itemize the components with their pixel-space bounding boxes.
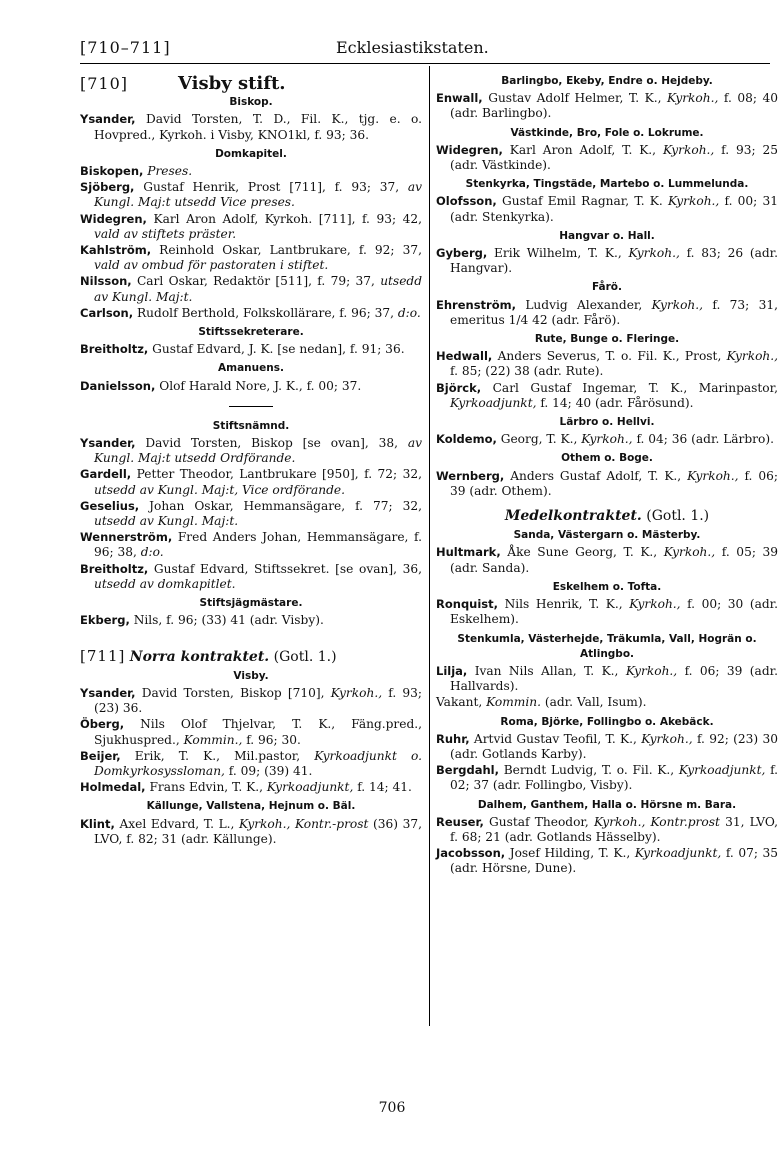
entry-name: Jacobsson, [436, 846, 506, 861]
entry-title: Kyrkoh., [330, 685, 383, 700]
entry-title: Kommin. [486, 695, 541, 710]
section-title: Visby stift. [178, 73, 286, 94]
entry-details: Åke Sune Georg, T. K., [507, 545, 658, 560]
parish-heading: Domkapitel. [215, 147, 287, 160]
entry-title: Kyrkoh., [662, 142, 715, 157]
entry-title: d:o. [397, 305, 421, 320]
entry-dates: f. 14; 41. [357, 780, 412, 795]
clergy-entry [436, 763, 778, 793]
clergy-entry [80, 467, 422, 497]
entry-details: Gustav Adolf Helmer, T. K., [488, 91, 662, 106]
entry-title: Kyrkoadjunkt o. Domkyrkosyssloman, [94, 748, 423, 778]
clergy-entry [80, 112, 422, 142]
entry-details: Reinhold Oskar, Lantbrukare, f. 92; 37, [159, 243, 422, 258]
entry-details: Anders Severus, T. o. Fil. K., Prost, [497, 349, 722, 364]
entry-name: Enwall, [436, 91, 483, 106]
entry-dates: f. 00; 30 (adr. Eskelhem). [450, 597, 778, 627]
entry-dates: f. 06; 39 (adr. Othem). [450, 468, 779, 498]
entry-dates: f. 06; 39 (adr. Hallvards). [450, 663, 778, 694]
clergy-entry [436, 695, 778, 710]
clergy-entry [436, 432, 778, 447]
entry-title: av Kungl. Maj:t utsedd Ordförande. [94, 436, 423, 466]
entry-name: Olofsson, [436, 194, 497, 209]
entry-title: Kyrkoh., [651, 297, 704, 312]
clergy-entry [436, 846, 778, 876]
entry-name: Breitholtz, [80, 561, 149, 576]
entry-title: Kyrkoadjunkt, [266, 780, 354, 795]
entry-details: Erik Wilhelm, T. K., [493, 246, 622, 261]
clergy-entry [80, 342, 422, 357]
section-number: [710] [80, 74, 129, 93]
entry-name: Gardell, [80, 467, 132, 482]
clergy-entry [80, 164, 422, 179]
entry-dates: 31, LVO, f. 68; 21 (adr. Gotlands Hässelby). [450, 814, 779, 844]
entry-dates: (36) 37, LVO, f. 82; 31 (adr. Källunge). [94, 816, 423, 846]
entry-details: Berndt Ludvig, T. o. Fil. K., [503, 763, 675, 778]
entry-name: Wennerström, [80, 530, 173, 545]
entry-dates: f. 93; (23) 36. [94, 685, 422, 716]
parish-heading: Othem o. Boge. [561, 452, 653, 465]
entry-title: utsedd av Kungl. Maj:t, Vice ordförande. [94, 482, 346, 497]
parish-heading: Källunge, Vallstena, Hejnum o. Bäl. [146, 800, 356, 813]
parish-heading: Fårö. [591, 281, 623, 294]
clergy-entry [436, 597, 778, 627]
entry-name: Bergdahl, [436, 763, 499, 778]
entry-details: Fred Anders Johan, Hemmansägare, f. 96; 38, [94, 530, 422, 560]
entry-title: Kyrkoadjunkt, [450, 395, 537, 410]
entry-title: utsedd av Kungl. Maj:t. [94, 274, 423, 304]
parish-heading: Rute, Bunge o. Fleringe. [534, 333, 680, 346]
clergy-entry [80, 686, 422, 716]
parish-heading: Stenkyrka, Tingstäde, Martebo o. Lummelunda. [465, 178, 749, 191]
entry-dates: f. 92; (23) 30 (adr. Gotlands Karby). [450, 731, 778, 761]
entry-title: Kyrkoh., [667, 194, 720, 209]
entry-title: utsedd av domkapitlet. [94, 576, 236, 591]
entry-name: Hedwall, [436, 349, 493, 364]
entry-title: Kyrkoh., [581, 432, 633, 447]
entry-title: Kyrkoh., [667, 91, 719, 106]
parish-heading: Biskop. [229, 96, 273, 109]
entry-name: Danielsson, [80, 378, 156, 393]
entry-details: Petter Theodor, Lantbrukare [950], f. 72; 32, [136, 467, 422, 482]
left-column [80, 70, 422, 848]
parish-heading: Dalhem, Ganthem, Halla o. Hörsne m. Bara. [477, 798, 737, 811]
clergy-entry [80, 530, 422, 560]
section-heading-710 [80, 73, 422, 94]
parish-heading: Eskelhem o. Tofta. [552, 580, 662, 593]
entry-name: Ysander, [80, 685, 136, 700]
entry-details: Georg, T. K., [500, 432, 578, 447]
contract-heading [436, 509, 778, 524]
entry-title: Kyrkoh., [726, 349, 779, 364]
entry-dates: f. 05; 39 (adr. Sanda). [450, 545, 779, 575]
section-heading-711 [80, 646, 422, 665]
section-note: (Gotl. 1.) [273, 648, 337, 665]
entry-details: Rudolf Berthold, Folkskollärare, f. 96; 37, [137, 305, 394, 320]
clergy-entry [80, 499, 422, 529]
clergy-entry [436, 469, 778, 499]
entry-details: Gustaf Edvard, J. K. [se nedan], f. 91; 36. [152, 342, 405, 357]
entry-details: Frans Edvin, T. K., [149, 780, 263, 795]
right-column [436, 70, 778, 878]
entry-name: Koldemo, [436, 432, 497, 447]
section-number: [711] [80, 646, 126, 665]
parish-heading: Stiftssekreterare. [198, 326, 304, 339]
entry-dates: f. 83; 26 (adr. Hangvar). [450, 246, 778, 276]
entry-details: Carl Oskar, Redaktör [511], f. 79; 37, [136, 274, 375, 289]
clergy-entry [436, 815, 778, 845]
entry-name: Ruhr, [436, 731, 470, 746]
entry-name: Holmedal, [80, 780, 146, 795]
entry-name: Hultmark, [436, 545, 501, 560]
entry-details: Nils Henrik, T. K., [504, 597, 623, 612]
entry-details: Nils Olof Thjelvar, T. K., Fäng.pred., Sjukhuspred., [94, 717, 423, 747]
entry-details: Karl Aron Adolf, Kyrkoh. [711], f. 93; 42, [153, 211, 423, 226]
entry-name: Ysander, [80, 436, 136, 451]
entry-name: Björck, [436, 380, 482, 395]
entry-details: Erik, T. K., Mil.pastor, [134, 748, 301, 763]
contract-note: (Gotl. 1.) [646, 508, 710, 525]
entry-dates: f. 09; (39) 41. [228, 763, 313, 778]
entry-details: David Torsten, Biskop [710], [141, 685, 325, 700]
entry-dates: f. 00; 31 (adr. Stenkyrka). [450, 194, 778, 224]
entry-title: av Kungl. Maj:t utsedd Vice preses. [94, 180, 422, 210]
clergy-entry [80, 274, 422, 304]
entry-details: Karl Aron Adolf, T. K., [509, 142, 657, 157]
entry-name: Nilsson, [80, 274, 132, 289]
clergy-entry [80, 379, 422, 394]
entry-name: Reuser, [436, 814, 484, 829]
parish-heading: Hangvar o. Hall. [559, 229, 655, 242]
entry-name: Klint, [80, 816, 115, 831]
entry-name: Ysander, [80, 112, 136, 127]
entry-name: Lilja, [436, 663, 468, 678]
section-title: Norra kontraktet. [129, 648, 270, 665]
entry-details: Ivan Nils Allan, T. K., [474, 663, 619, 678]
parish-heading: Sanda, Västergarn o. Mästerby. [513, 529, 701, 542]
column-divider [429, 66, 430, 1026]
entry-dates: f. 73; 31, emeritus 1/4 42 (adr. Fårö). [450, 297, 779, 327]
entry-title: d:o. [140, 545, 164, 560]
entry-name: Kahlström, [80, 243, 152, 258]
entry-details: Nils, f. 96; (33) 41 (adr. Visby). [133, 613, 324, 628]
entry-details: Johan Oskar, Hemmansägare, f. 77; 32, [149, 498, 422, 513]
entry-title: utsedd av Kungl. Maj:t. [94, 514, 239, 529]
clergy-entry [80, 613, 422, 628]
page-number: 706 [378, 1100, 406, 1116]
entry-title: vald av ombud för pastoraten i stiftet. [94, 258, 329, 273]
entry-name: Ekberg, [80, 613, 130, 628]
entry-details: Carl Gustaf Ingemar, T. K., Marinpastor, [492, 380, 779, 395]
clergy-entry [80, 717, 422, 747]
entry-dates: f. 85; (22) 38 (adr. Rute). [450, 364, 604, 379]
entry-dates: f. 93; 25 (adr. Västkinde). [450, 142, 778, 173]
entry-name: Widegren, [80, 211, 147, 226]
parish-heading: Visby. [233, 669, 269, 682]
clergy-entry [436, 246, 778, 276]
entry-details: David Torsten, T. D., Fil. K., tjg. e. o. Hovpred., Kyrkoh. i Visby, KNO1kl, f. 93; 36. [94, 112, 423, 142]
entry-title: Kyrkoh., [629, 597, 681, 612]
entry-name: Beijer, [80, 748, 121, 763]
entry-title: Kyrkoh., Kontr.prost [593, 814, 720, 829]
entry-title: Kyrkoh., Kontr.-prost [239, 816, 369, 831]
entry-name: Breitholtz, [80, 342, 149, 357]
entry-dates: f. 08; 40 (adr. Barlingbo). [450, 91, 779, 121]
header-rule [80, 63, 770, 64]
entry-name: Gyberg, [436, 246, 488, 261]
clergy-entry [436, 732, 778, 762]
clergy-entry [80, 180, 422, 210]
entry-dates: f. 02; 37 (adr. Follingbo, Visby). [450, 763, 779, 793]
clergy-entry [436, 298, 778, 328]
entry-dates: f. 07; 35 (adr. Hörsne, Dune). [450, 846, 779, 876]
clergy-entry [80, 562, 422, 592]
entry-details: Josef Hilding, T. K., [509, 846, 631, 861]
entry-name: Sjöberg, [80, 180, 135, 195]
contract-title: Medelkontraktet. [504, 508, 642, 525]
entry-name: Ehrenström, [436, 297, 516, 312]
parish-heading: Stiftsnämnd. [212, 419, 290, 432]
entry-details: Anders Gustaf Adolf, T. K., [510, 468, 682, 483]
parish-heading: Stenkumla, Västerhejde, Träkumla, Vall, Hogrän o. Atlingbo. [457, 632, 757, 660]
clergy-entry [436, 91, 778, 121]
separator-rule [229, 406, 273, 407]
parish-heading: Västkinde, Bro, Fole o. Lokrume. [510, 126, 704, 139]
clergy-entry [436, 143, 778, 173]
entry-details: Vakant, [436, 695, 483, 710]
entry-details: David Torsten, Biskop [se ovan], 38, [145, 436, 398, 451]
clergy-entry [80, 306, 422, 321]
header-title: Ecklesiastikstaten. [336, 38, 489, 57]
entry-dates: f. 04; 36 (adr. Lärbro). [636, 432, 774, 447]
entry-title: Preses. [147, 164, 193, 179]
clergy-entry [80, 212, 422, 242]
entry-details: Gustaf Emil Ragnar, T. K. [501, 194, 663, 209]
entry-title: Kyrkoh., [628, 246, 680, 261]
parish-heading: Roma, Björke, Follingbo o. Akebäck. [500, 715, 714, 728]
clergy-entry [80, 817, 422, 847]
running-header [80, 38, 770, 60]
header-section-range: [710–711] [80, 38, 171, 57]
entry-name: Wernberg, [436, 468, 505, 483]
clergy-entry [436, 194, 778, 224]
entry-details: Gustaf Henrik, Prost [711], f. 93; 37, [143, 180, 400, 195]
entry-title: Kyrkoh., [663, 545, 716, 560]
clergy-entry [80, 780, 422, 795]
entry-title: Kyrkoh., [625, 663, 678, 678]
clergy-entry [436, 664, 778, 694]
entry-title: Kyrkoh., [687, 468, 739, 483]
parish-heading: Barlingbo, Ekeby, Endre o. Hejdeby. [501, 75, 713, 87]
clergy-entry [80, 749, 422, 779]
entry-details: Axel Edvard, T. L., [119, 816, 235, 831]
parish-heading: Lärbro o. Hellvi. [559, 416, 655, 429]
entry-title: Kyrkoadjunkt, [678, 763, 766, 778]
entry-name: Öberg, [80, 717, 125, 732]
entry-details: Olof Harald Nore, J. K., f. 00; 37. [159, 378, 362, 393]
entry-details: Ludvig Alexander, [525, 297, 643, 312]
entry-dates: f. 96; 30. [246, 732, 301, 747]
entry-title: Kommin., [183, 732, 243, 747]
entry-title: Kyrkoh., [641, 731, 693, 746]
clergy-entry [80, 243, 422, 273]
entry-name: Ronquist, [436, 597, 499, 612]
entry-details: Gustaf Edvard, Stiftssekret. [se ovan], 36, [153, 561, 422, 576]
entry-dates: (adr. Vall, Isum). [544, 695, 647, 710]
clergy-entry [80, 436, 422, 466]
parish-heading: Amanuens. [218, 362, 284, 375]
parish-heading: Stiftsjägmästare. [199, 597, 303, 610]
entry-title: Kyrkoadjunkt, [634, 846, 722, 861]
clergy-entry [436, 545, 778, 575]
entry-name: Geselius, [80, 498, 140, 513]
clergy-entry [436, 381, 778, 411]
entry-name: Widegren, [436, 142, 503, 157]
entry-title: vald av stiftets präster. [94, 226, 237, 241]
entry-name: Biskopen, [80, 164, 144, 179]
entry-dates: f. 14; 40 (adr. Fårösund). [540, 395, 694, 410]
entry-details: Artvid Gustav Teofil, T. K., [473, 731, 637, 746]
entry-details: Gustaf Theodor, [489, 814, 589, 829]
entry-name: Carlson, [80, 305, 134, 320]
clergy-entry [436, 349, 778, 379]
